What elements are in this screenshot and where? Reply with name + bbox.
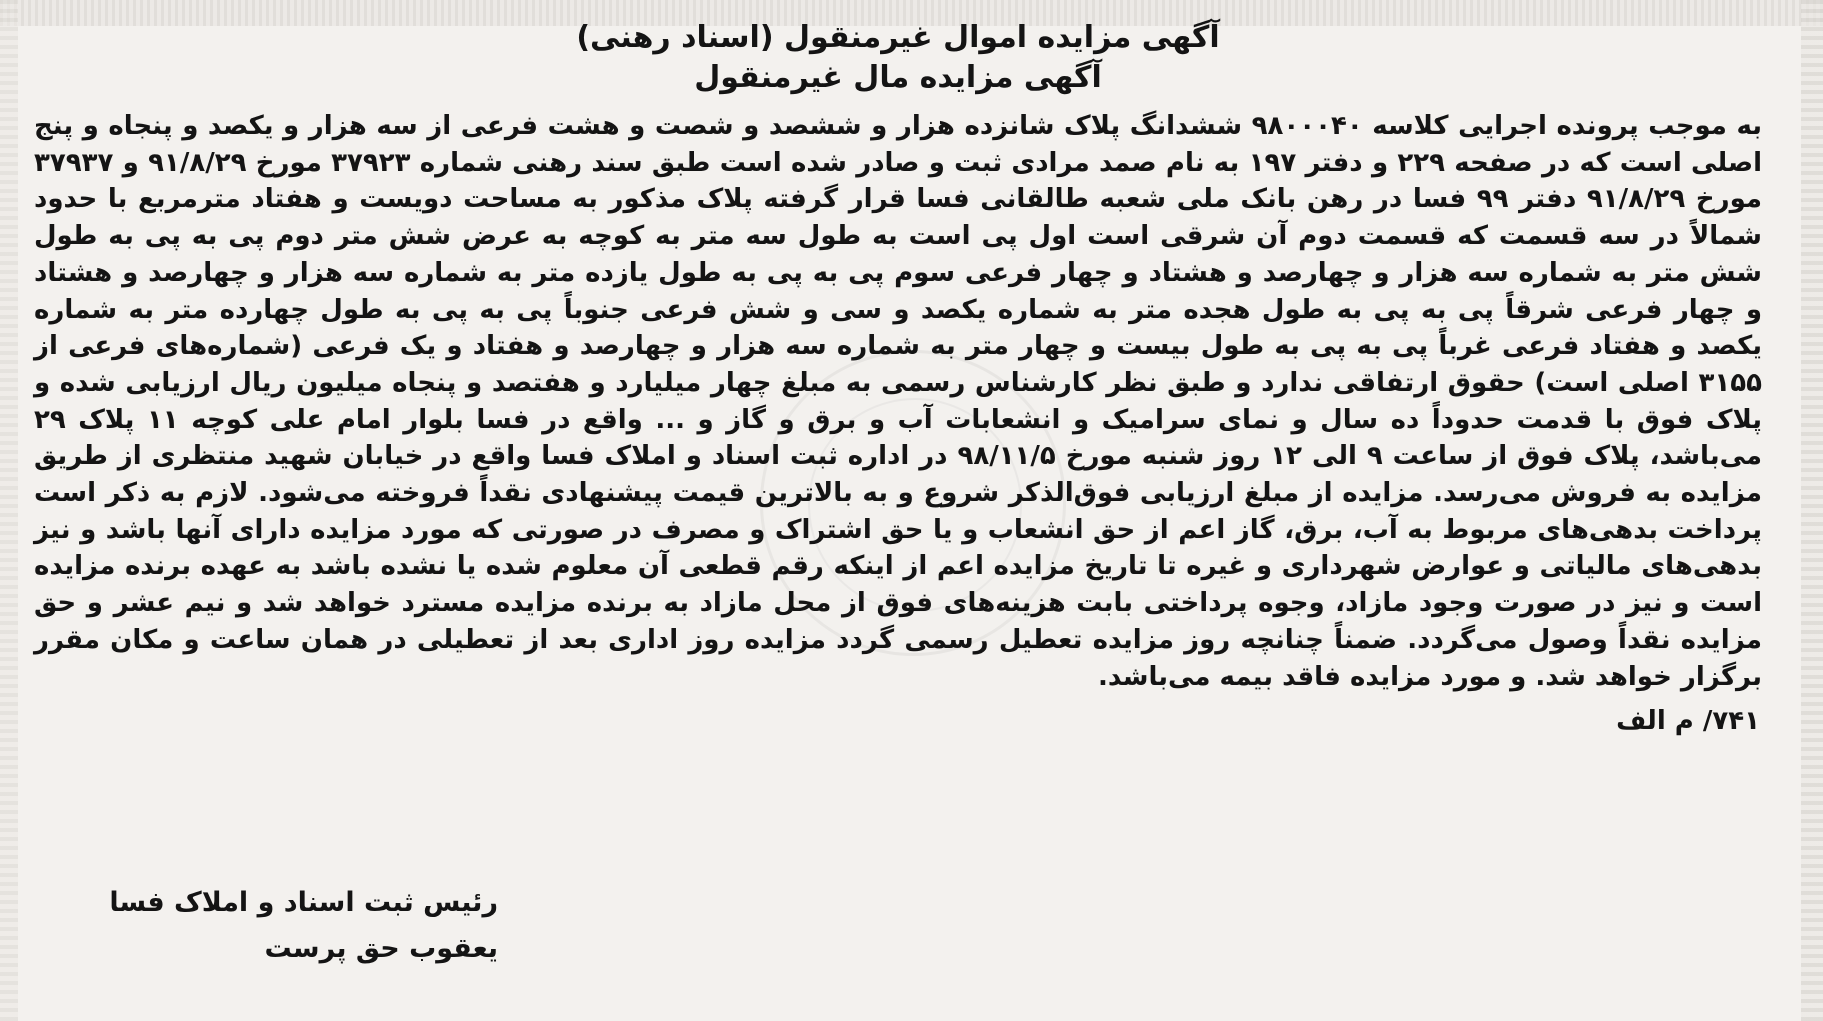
auction-notice (28, 18, 1768, 739)
signature-title: رئیس ثبت اسناد و املاک فسا (109, 887, 498, 918)
notice-body: به موجب پرونده اجرایی کلاسه ۹۸۰۰۰۴۰ ششدانگ پلاک شانزده هزار و ششصد و شصت و هشت فرعی از سه هزار و یکصد و پنجاه و پنج اصلی است که در صفحه ۲۲۹ و دفتر ۱۹۷ به نام صمد مرادی ثبت و صادر شده است طبق سند رهنی شماره ۳۷۹۲۳ مورخ ۹۱/۸/۲۹ و ۳۷۹۳۷ مورخ ۹۱/۸/۲۹ دفتر ۹۹ فسا در رهن بانک ملی شعبه طالقانی فسا قرار گرفته پلاک مذکور به مساحت دویست و هفتاد مترمربع با حدود شمالاً در سه قسمت که قسمت دوم آن شرقی است اول پی است به طول سه متر به کوچه به عرض شش متر دوم پی به پی به طول شش متر به شماره سه هزار و چهارصد و هشتاد و چهار فرعی سوم پی به پی به طول یازده متر به شماره سه هزار و چهارصد و هشتاد و چهار فرعی شرقاً پی به پی به طول هجده متر به شماره یکصد و سی و شش فرعی جنوباً پی به پی به طول چهارده متر به شماره یکصد و هفتاد فرعی غرباً پی به پی به طول بیست و چهار متر به شماره سه هزار و چهارصد و هفتاد و یک فرعی (شماره‌های فرعی از ۳۱۵۵ اصلی است) حقوق ارتفاقی ندارد و طبق نظر کارشناس رسمی به مبلغ چهار میلیارد و هفتصد و پنجاه میلیون ریال ارزیابی شده و پلاک فوق با قدمت حدوداً ده سال و نمای سرامیک و انشعابات آب و برق و گاز و ... واقع در فسا بلوار امام علی کوچه ۱۱ پلاک ۲۹ می‌باشد، پلاک فوق از ساعت ۹ الی ۱۲ روز شنبه مورخ ۹۸/۱۱/۵ در اداره ثبت اسناد و املاک فسا واقع در خیابان شهید منتظری از طریق مزایده به فروش می‌رسد. مزایده از مبلغ ارزیابی فوق‌الذکر شروع و به بالاترین قیمت پیشنهادی نقداً فروخته می‌شود. لازم به ذکر است پرداخت بدهی‌های مربوط به آب، برق، گاز اعم از حق انشعاب و یا حق اشتراک و مصرف در صورتی که مورد مزایده دارای آنها باشد و نیز بدهی‌های مالیاتی و عوارض شهرداری و غیره تا تاریخ مزایده اعم از اینکه رقم قطعی آن معلوم شده یا نشده باشد به عهده برنده مزایده است و نیز در صورت وجود مازاد، وجوه پرداختی بابت هزینه‌های فوق از محل مازاد به برنده مزایده مسترد خواهد شد و نیم عشر و حق مزایده نقداً وصول می‌گردد. ضمناً چنانچه روز مزایده تعطیل رسمی گردد مزایده روز اداری بعد از تعطیلی در همان ساعت و مکان مقرر برگزار خواهد شد. و مورد مزایده فاقد بیمه می‌باشد. (34, 111, 1762, 692)
signature-name: یعقوب حق پرست (264, 933, 498, 964)
signature-block (38, 880, 498, 972)
left-bleed-through (0, 0, 18, 1021)
notice-title: آگهی مزایده اموال غیرمنقول (اسناد رهنی) (576, 20, 1220, 55)
right-bleed-through (1801, 0, 1823, 1021)
notice-subtitle: آگهی مزایده مال غیرمنقول (694, 60, 1102, 95)
notice-reference-number: ۷۴۱/ م الف (1616, 706, 1760, 737)
